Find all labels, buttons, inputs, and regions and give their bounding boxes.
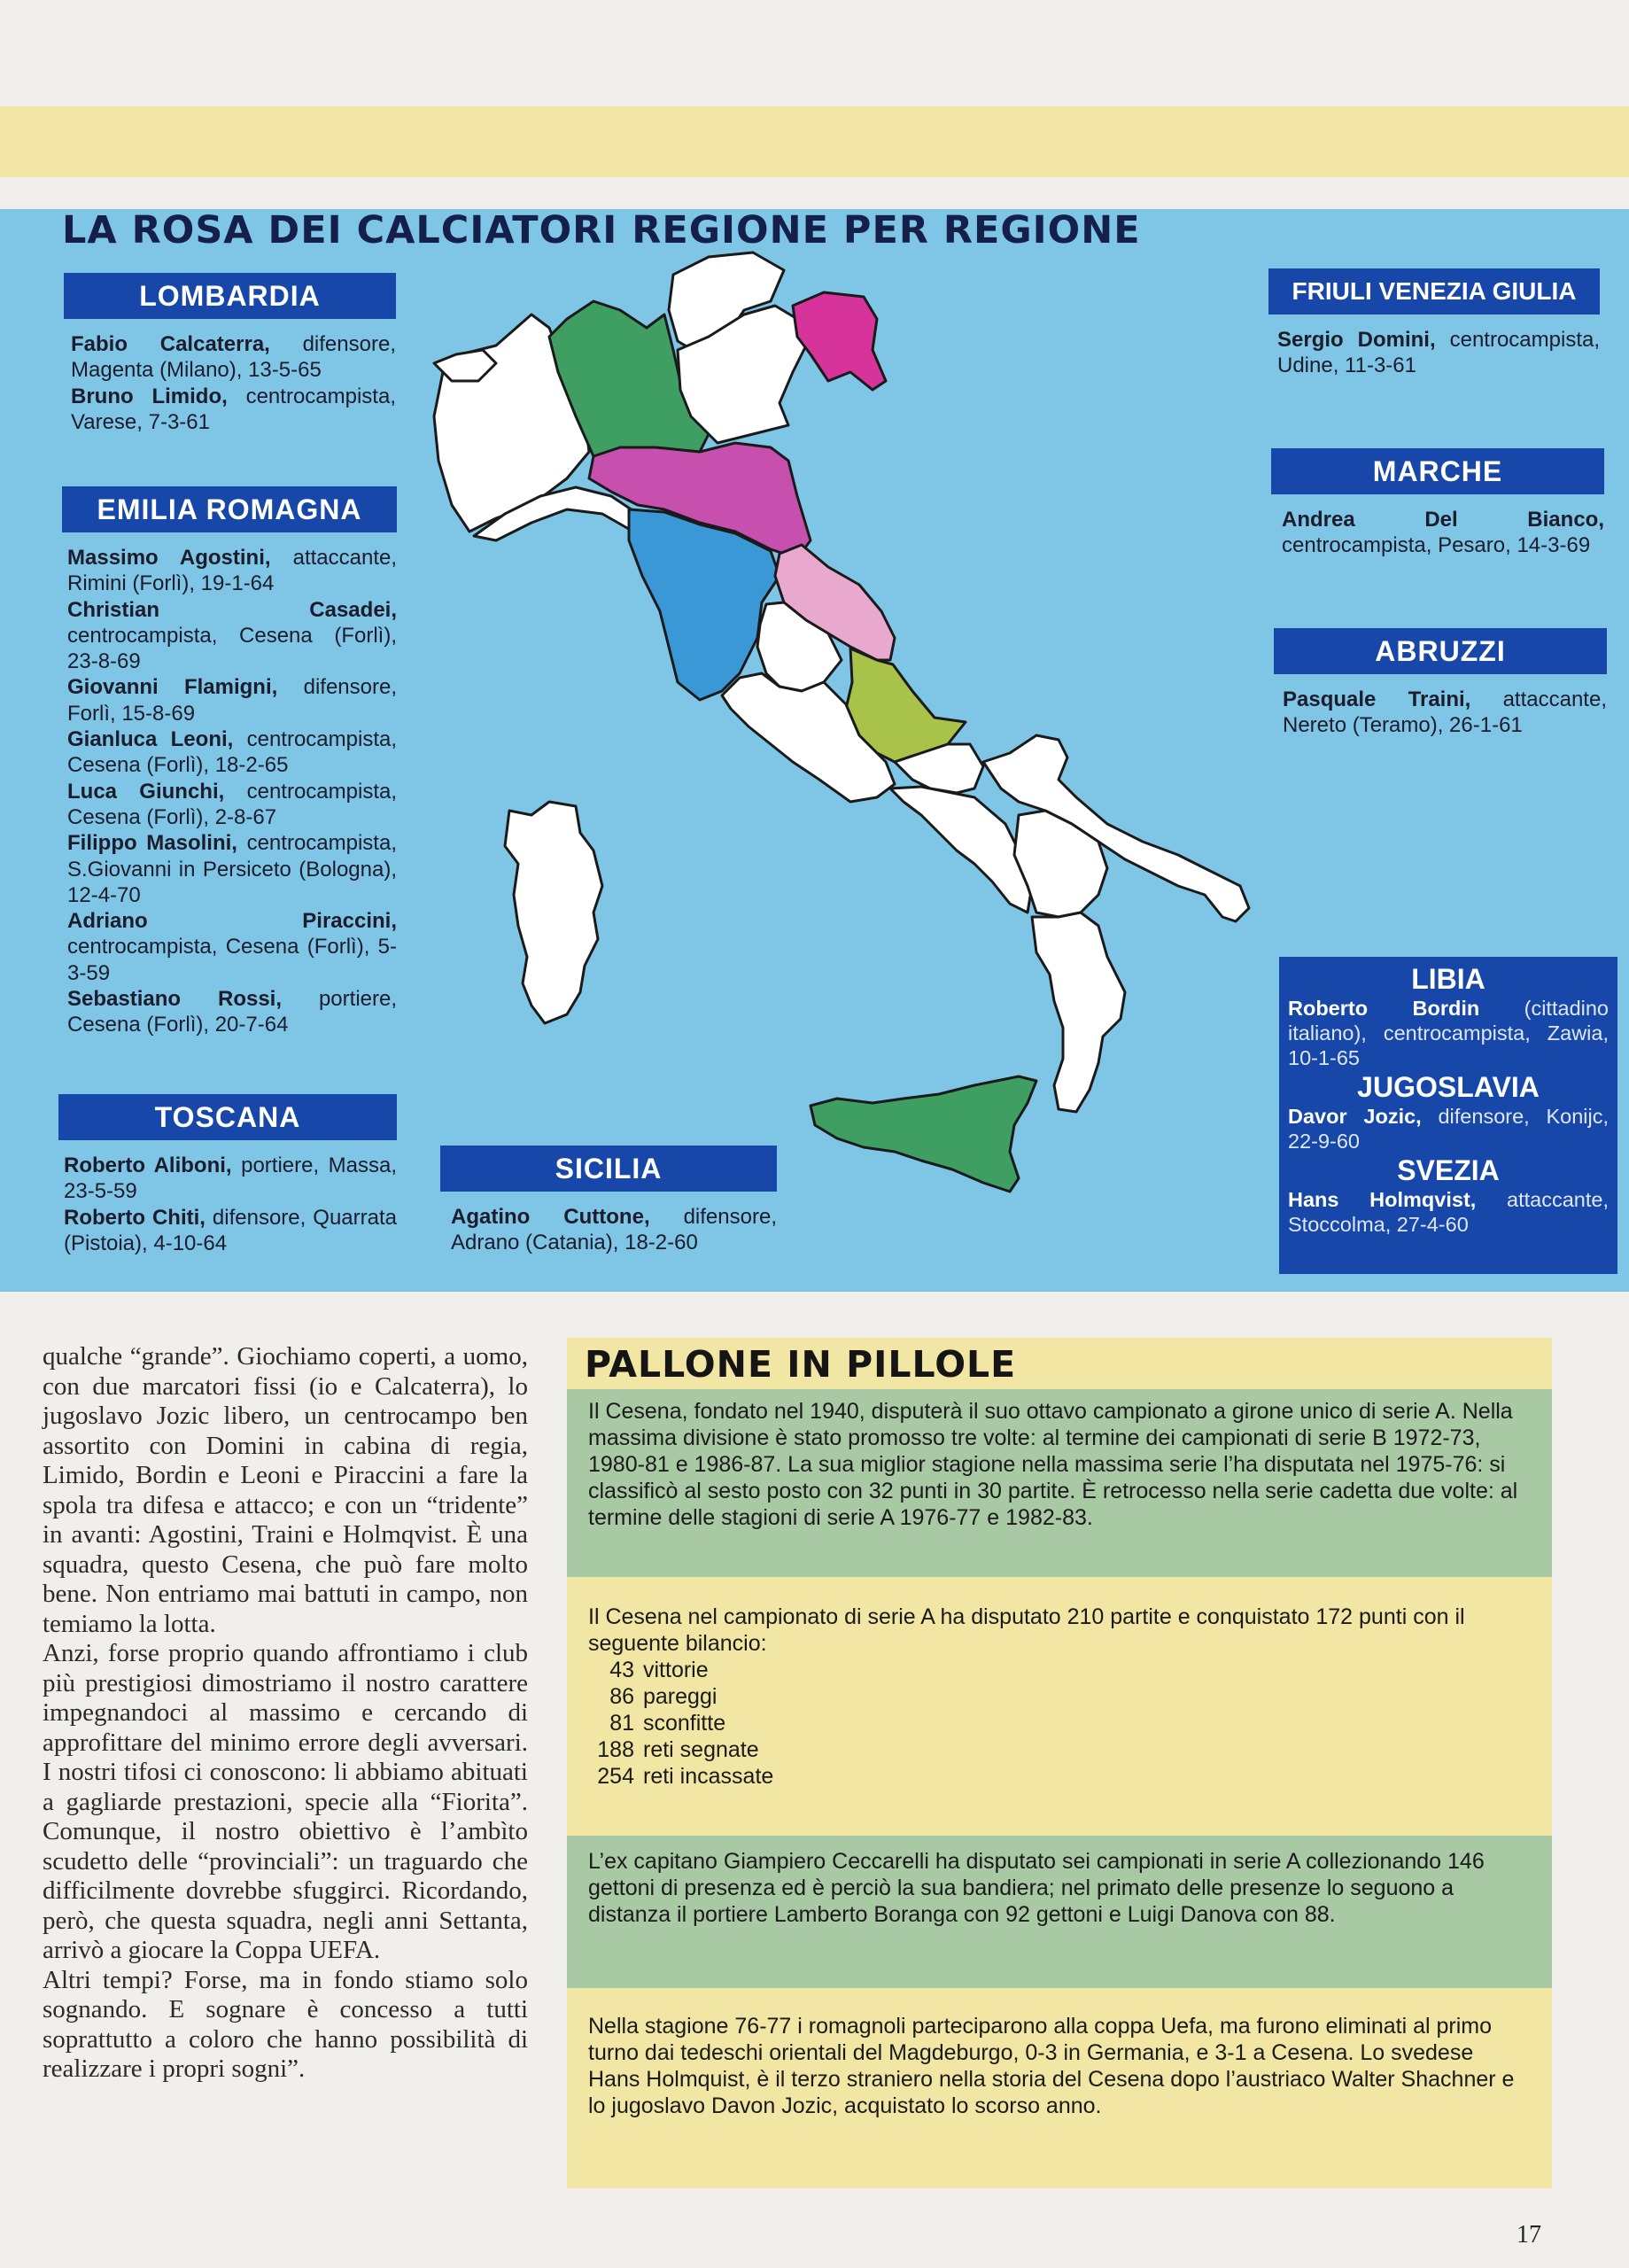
player-entry: Adriano Piraccini, centrocampista, Cesena (Forlì), 5-3-59 [67, 909, 397, 985]
article-paragraph: Altri tempi? Forse, ma in fondo stiamo solo sognando. E sognare è concesso a tutti soprattutto a coloro che hanno possibilità di realizzare i propri sogni”. [43, 1965, 528, 2083]
pill-title: PALLONE IN PILLOLE [585, 1343, 1017, 1386]
region-emilia-romagna [62, 486, 397, 1038]
map-region-calabria [1032, 913, 1125, 1112]
page-title: LA ROSA DEI CALCIATORI REGIONE PER REGIONE [62, 208, 1141, 252]
region-toscana [58, 1094, 397, 1256]
article-paragraph: Anzi, forse proprio quando affrontiamo i club più prestigiosi dimostriamo il nostro carattere impegnandoci al massimo e cercando di approfittare del minimo errore degli avversari. I nostri tifosi ci conoscono: li abbiamo abituati a gagliarde prestazioni, specie alla “Fiorita”. Comunque, il nostro obiettivo è l’ambìto scudetto delle “provinciali”: un traguardo che difficilmente dovrebbe sfuggirci. Ricordando, però, che questa squadra, negli anni Settanta, arrivò a giocare la Coppa UEFA. [43, 1639, 528, 1964]
pill-block-uefa: Nella stagione 76-77 i romagnoli parteciparono alla coppa Uefa, ma furono eliminati al primo turno dai tedeschi orientali del Magdeburgo, 0-3 in Germania, e 3-1 a Cesena. Lo svedese Hans Holmquist, è il terzo straniero nella storia del Cesena dopo l’austriaco Walter Shachner e lo jugoslavo Davon Jozic, acquistato lo scorso anno. [588, 2014, 1515, 2118]
region-friuli-venezia-giulia [1268, 268, 1600, 379]
map-region-sicilia [811, 1076, 1036, 1192]
region-lombardia [64, 273, 396, 435]
top-stripe [0, 106, 1629, 177]
page-number: 17 [1517, 2221, 1541, 2249]
region-marche [1271, 448, 1604, 559]
article-paragraph: qualche “grande”. Giochiamo coperti, a uomo, con due marcatori fissi (io e Calcaterra), lo jugoslavo Jozic libero, un centrocampo ben assortito con Domini in cabina di regia, Limido, Bordin e Leoni e Piraccini a fare la spola tra difesa e attacco; e con un “tridente” in avanti: Agostini, Traini e Holmqvist. È una squadra, questo Cesena, che può fare molto bene. Non entriamo mai battuti in campo, non temiamo la lotta. [43, 1342, 528, 1638]
region-header: ABRUZZI [1274, 628, 1607, 674]
stats-intro: Il Cesena nel campionato di serie A ha disputato 210 partite e conquistato 172 punti con il seguente bilancio: [588, 1604, 1465, 1656]
player-entry: Sergio Domini, centrocampista, Udine, 11-3-61 [1277, 328, 1600, 378]
player-entry: Massimo Agostini, attaccante, Rimini (Forlì), 19-1-64 [67, 546, 397, 596]
country-jugoslavia: JUGOSLAVIA [1357, 1071, 1540, 1103]
map-region-sardegna [505, 802, 602, 1023]
stat-row: 188 reti segnate [597, 1737, 759, 1762]
region-header: LOMBARDIA [64, 273, 396, 319]
player-entry: Fabio Calcaterra, difensore, Magenta (Milano), 13-5-65 [71, 332, 396, 383]
player-entry: Bruno Limido, centrocampista, Varese, 7-3-61 [71, 384, 396, 434]
stat-row: 254 reti incassate [597, 1764, 774, 1789]
player-entry: Gianluca Leoni, centrocampista, Cesena (Forlì), 18-2-65 [67, 727, 397, 778]
player-entry: Hans Holmqvist, attaccante, Stoccolma, 27-4-60 [1288, 1188, 1609, 1236]
player-entry: Filippo Masolini, centrocampista, S.Giovanni in Persiceto (Bologna), 12-4-70 [67, 831, 397, 907]
country-svezia: SVEZIA [1397, 1154, 1500, 1186]
stat-row: 43 vittorie [609, 1658, 709, 1682]
region-header: TOSCANA [58, 1094, 397, 1140]
player-entry: Roberto Aliboni, portiere, Massa, 23-5-59 [64, 1153, 397, 1204]
region-header: SICILIA [440, 1146, 777, 1192]
stat-row: 86 pareggi [609, 1684, 718, 1709]
region-header: MARCHE [1271, 448, 1604, 494]
player-entry: Giovanni Flamigni, difensore, Forlì, 15-8-69 [67, 675, 397, 726]
player-entry: Agatino Cuttone, difensore, Adrano (Catania), 18-2-60 [451, 1205, 777, 1255]
stat-row: 81 sconfitte [609, 1711, 726, 1736]
player-entry: Roberto Chiti, difensore, Quarrata (Pistoia), 4-10-64 [64, 1205, 397, 1255]
region-header: FRIULI VENEZIA GIULIA [1268, 268, 1600, 315]
player-entry: Pasquale Traini, attaccante, Nereto (Teramo), 26-1-61 [1283, 687, 1607, 738]
map-region-campania [890, 787, 1032, 913]
italy-map [416, 244, 1258, 1200]
player-entry: Davor Jozic, difensore, Konijc, 22-9-60 [1288, 1105, 1609, 1153]
player-entry: Sebastiano Rossi, portiere, Cesena (Forlì), 20-7-64 [67, 987, 397, 1037]
pill-block-stats [567, 1595, 1552, 1825]
article-text [43, 1342, 528, 2085]
region-header: EMILIA ROMAGNA [62, 486, 397, 532]
pallone-in-pillole-box [567, 1338, 1552, 2188]
pill-block-ceccarelli: L’ex capitano Giampiero Ceccarelli ha disputato sei campionati in serie A collezionando 146 gettoni di presenza ed è perciò la sua bandiera; nel primato delle presenze lo seguono a distanza il portiere Lamberto Boranga con 92 gettoni e Luigi Danova con 88. [567, 1836, 1552, 1988]
foreign-players-box [1279, 957, 1617, 1274]
map-region-friuli [793, 292, 886, 390]
player-entry: Andrea Del Bianco, centrocampista, Pesaro, 14-3-69 [1282, 508, 1604, 558]
player-entry: Roberto Bordin (cittadino italiano), centrocampista, Zawia, 10-1-65 [1288, 997, 1609, 1069]
region-abruzzi [1274, 628, 1607, 739]
country-libia: LIBIA [1411, 963, 1485, 995]
player-entry: Christian Casadei, centrocampista, Cesena (Forlì), 23-8-69 [67, 597, 397, 674]
player-entry: Luca Giunchi, centrocampista, Cesena (Forlì), 2-8-67 [67, 779, 398, 829]
pill-block-history: Il Cesena, fondato nel 1940, disputerà il suo ottavo campionato a girone unico di serie A. Nella massima divisione è stato promosso tre volte: al termine dei campionati di serie B 1972-73, 1980-81 e 1986-87. La sua miglior stagione nella massima serie l’ha disputata nel 1975-76: si classificò al sesto posto con 32 punti in 30 partite. È retrocesso nella serie cadetta due volte: al termine delle stagioni di serie A 1976-77 e 1982-83. [567, 1389, 1552, 1577]
